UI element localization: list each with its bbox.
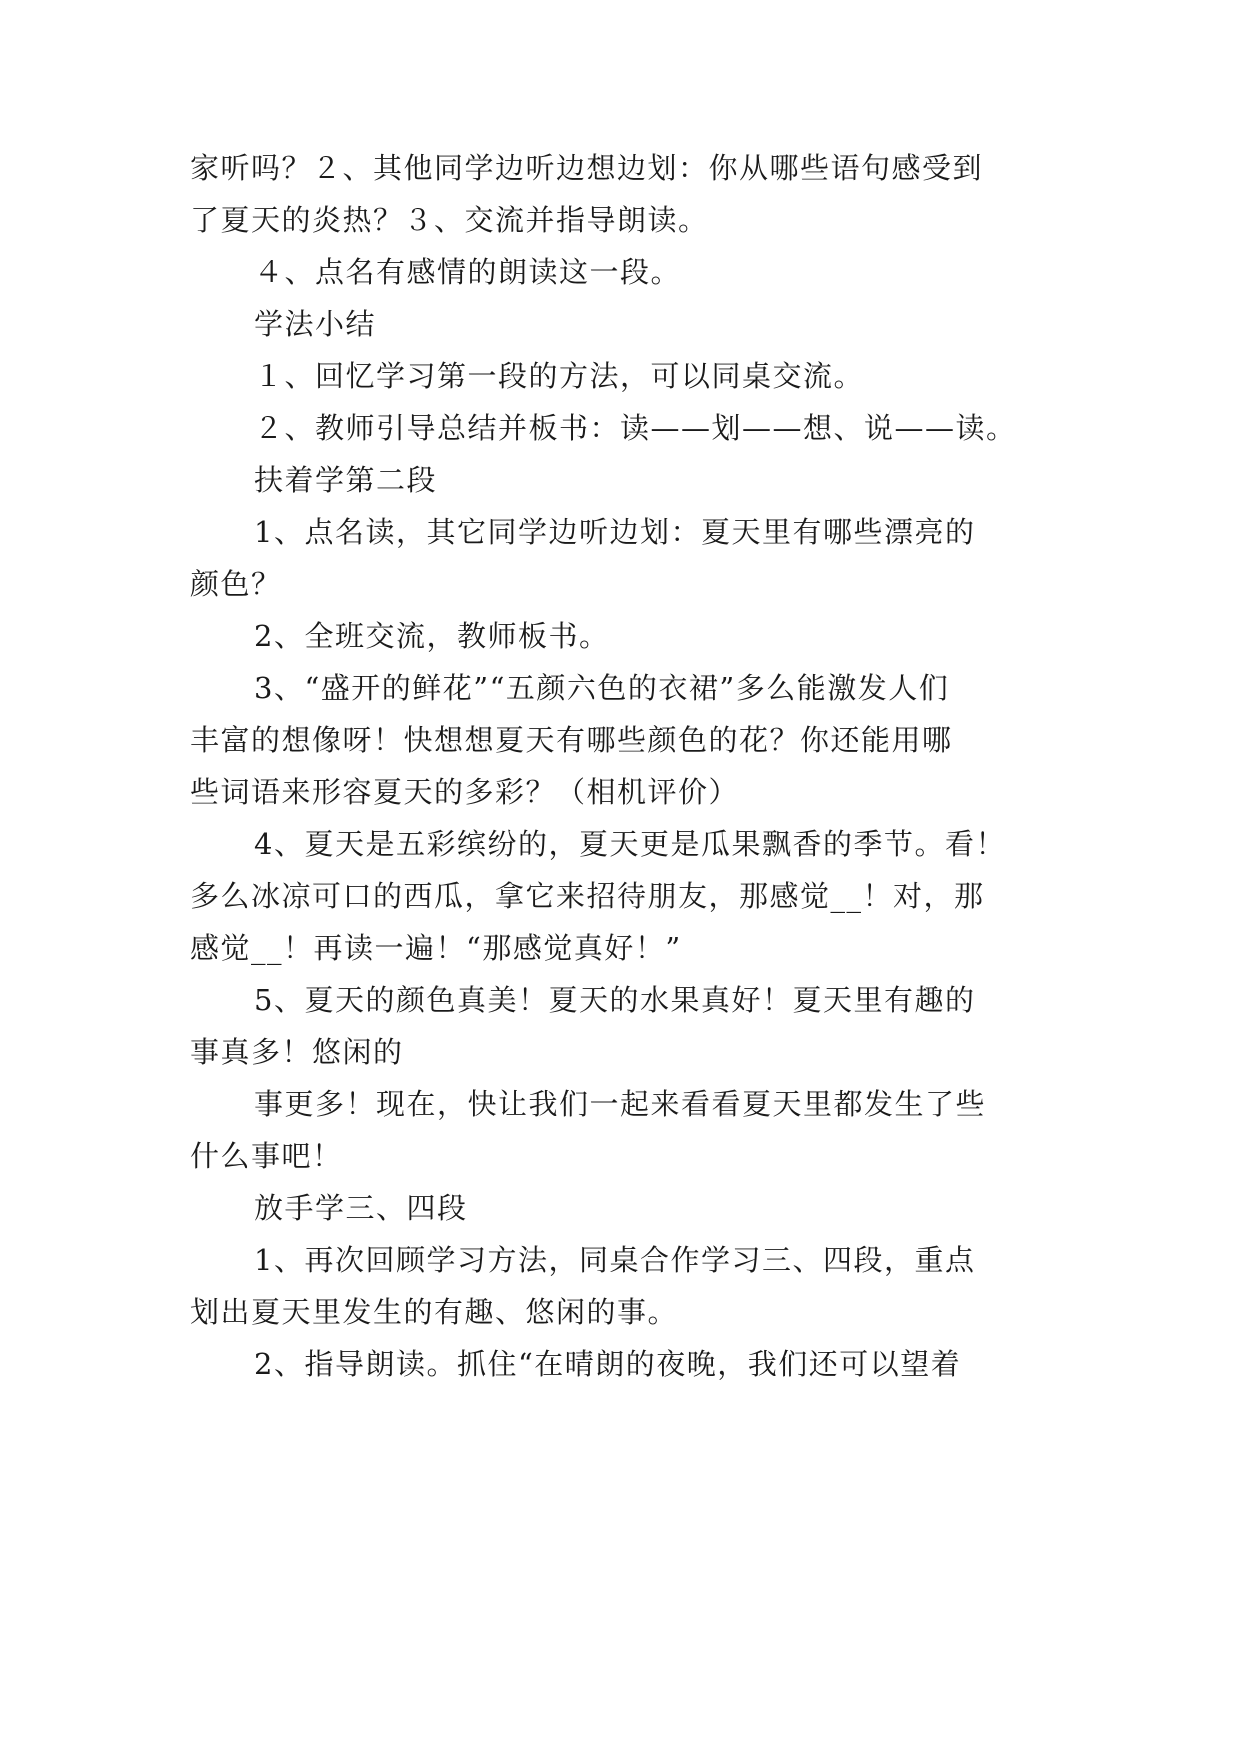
text-line: 3、“盛开的鲜花”“五颜六色的衣裙”多么能激发人们: [254, 671, 950, 705]
text-line: 些词语来形容夏天的多彩？（相机评价）: [190, 775, 740, 809]
text-line: 什么事吧！: [190, 1139, 343, 1173]
text-line: 2、指导朗读。抓住“在晴朗的夜晚，我们还可以望着: [254, 1347, 962, 1381]
text-line: 丰富的想像呀！快想想夏天有哪些颜色的花？你还能用哪: [190, 723, 953, 757]
text-line: 事真多！悠闲的: [190, 1035, 404, 1069]
text-line: ２、教师引导总结并板书：读——划——想、说——读。: [254, 411, 1017, 445]
section-heading: 学法小结: [254, 307, 377, 341]
text-line: 事更多！现在，快让我们一起来看看夏天里都发生了些: [254, 1087, 987, 1121]
text-line: 颜色？: [190, 567, 282, 601]
text-line: 5、夏天的颜色真美！夏天的水果真好！夏天里有趣的: [254, 983, 976, 1017]
text-line: 1、再次回顾学习方法，同桌合作学习三、四段，重点: [254, 1243, 976, 1277]
text-line: 了夏天的炎热？３、交流并指导朗读。: [190, 203, 709, 237]
text-line: 1、点名读，其它同学边听边划：夏天里有哪些漂亮的: [254, 515, 976, 549]
text-line: ４、点名有感情的朗读这一段。: [254, 255, 682, 289]
text-line: 感觉__！再读一遍！“那感觉真好！”: [190, 931, 682, 965]
text-line: 4、夏天是五彩缤纷的，夏天更是瓜果飘香的季节。看！: [254, 827, 1006, 861]
text-line: 2、全班交流，教师板书。: [254, 619, 610, 653]
section-heading: 扶着学第二段: [254, 463, 438, 497]
text-line: １、回忆学习第一段的方法，可以同桌交流。: [254, 359, 865, 393]
text-line: 多么冰凉可口的西瓜，拿它来招待朋友，那感觉__！对，那: [190, 879, 985, 913]
text-line: 划出夏天里发生的有趣、悠闲的事。: [190, 1295, 679, 1329]
section-heading: 放手学三、四段: [254, 1191, 468, 1225]
text-line: 家听吗？２、其他同学边听边想边划：你从哪些语句感受到: [190, 151, 984, 185]
